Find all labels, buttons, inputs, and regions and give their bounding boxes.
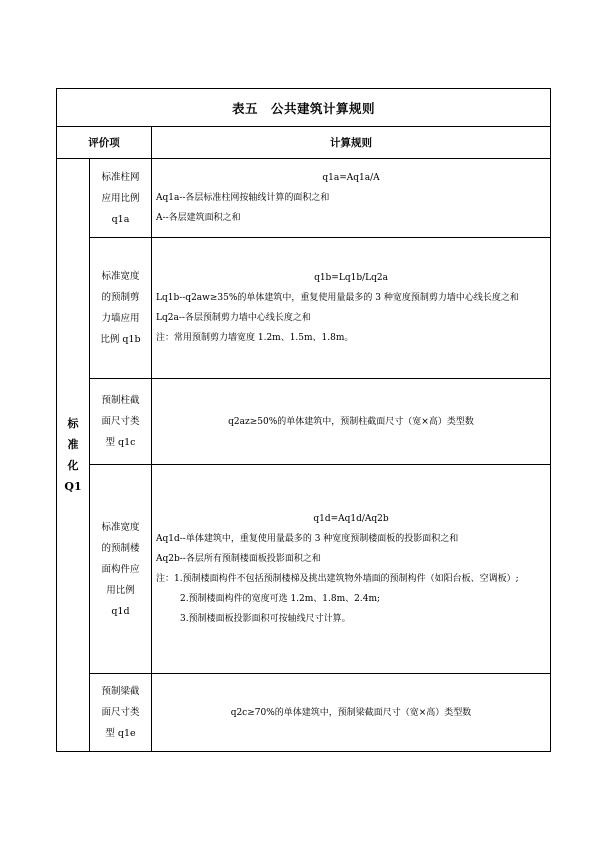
item-name-line: 预制柱截 (101, 395, 140, 406)
item-name-line: 力墙应用 (101, 313, 140, 324)
rule-line: Lq1b--q2aw≥35%的单体建筑中，重复使用量最多的 3 种宽度预制剪力墙中心线长度之和 (156, 293, 519, 303)
item-name-line: 面尺寸类 (101, 707, 140, 718)
item-name-line: 型 q1e (105, 728, 136, 739)
rule-line: q2az≥50%的单体建筑中，预制柱截面尺寸（宽×高）类型数 (228, 416, 474, 427)
item-cell (90, 674, 152, 752)
table-row (57, 379, 551, 465)
item-cell (90, 465, 152, 674)
rule-line: Aq1d--单体建筑中，重复使用量最多的 3 种宽度预制楼面板的投影面积之和 (156, 534, 459, 544)
header-row (57, 127, 551, 159)
table-row (57, 159, 551, 238)
rule-line: Lq2a--各层预制剪力墙中心线长度之和 (156, 313, 311, 323)
item-name-line: 比例 q1b (100, 334, 141, 345)
item-name-line: 标准宽度 (101, 521, 140, 533)
item-name-line: 型 q1c (105, 437, 136, 448)
rule-line: Aq2b--各层所有预制楼面板投影面积之和 (156, 554, 321, 564)
rule-line: q1d=Aq1d/Aq2b (313, 514, 389, 524)
item-name-line: 面尺寸类 (101, 416, 140, 427)
item-name-line: 标准宽度 (101, 271, 140, 282)
rule-line: Aq1a--各层标准柱网按轴线计算的面积之和 (156, 193, 330, 203)
item-name-line: 的预制楼 (101, 542, 140, 554)
rule-line: 注：1.预制楼面构件不包括预制楼梯及挑出建筑物外墙面的预制构件（如阳台板、空调板）; (156, 574, 519, 584)
rule-line: 注：常用预制剪力墙宽度 1.2m、1.5m、1.8m。 (156, 333, 354, 343)
header-item: 评价项 (57, 127, 152, 159)
category-label: 标 准 化 Q1 (57, 159, 90, 752)
table-row (57, 465, 551, 674)
rule-cell (152, 465, 551, 674)
item-name-line: q1a (111, 213, 130, 225)
title-row (57, 89, 551, 127)
rule-cell (152, 238, 551, 379)
rules-table (56, 88, 551, 752)
rule-line: q2c≥70%的单体建筑中，预制梁截面尺寸（宽×高）类型数 (230, 707, 472, 718)
rule-cell (152, 159, 551, 238)
item-name-line: 标准柱网 (101, 171, 140, 183)
table-title: 表五 公共建筑计算规则 (57, 89, 551, 127)
rule-line: q1b=Lq1b/Lq2a (314, 273, 388, 283)
item-name-line: 应用比例 (101, 192, 140, 204)
item-name-line: 用比例 (106, 584, 135, 596)
rule-cell (152, 674, 551, 752)
rule-line: 3.预制楼面板投影面积可按轴线尺寸计算。 (180, 614, 351, 624)
rule-cell (152, 379, 551, 465)
table-row (57, 238, 551, 379)
table-row (57, 674, 551, 752)
header-rule: 计算规则 (152, 127, 551, 159)
rule-line: A--各层建筑面积之和 (156, 213, 241, 223)
item-name-line: 面构件应 (101, 563, 140, 575)
rule-line: q1a=Aq1a/A (322, 173, 380, 183)
rule-line: 2.预制楼面构件的宽度可选 1.2m、1.8m、2.4m; (180, 594, 381, 604)
item-cell (90, 238, 152, 379)
item-name-line: 预制梁截 (101, 686, 140, 697)
item-name-line: 的预制剪 (101, 292, 140, 303)
item-cell (90, 379, 152, 465)
item-cell (90, 159, 152, 238)
item-name-line: q1d (111, 605, 130, 617)
